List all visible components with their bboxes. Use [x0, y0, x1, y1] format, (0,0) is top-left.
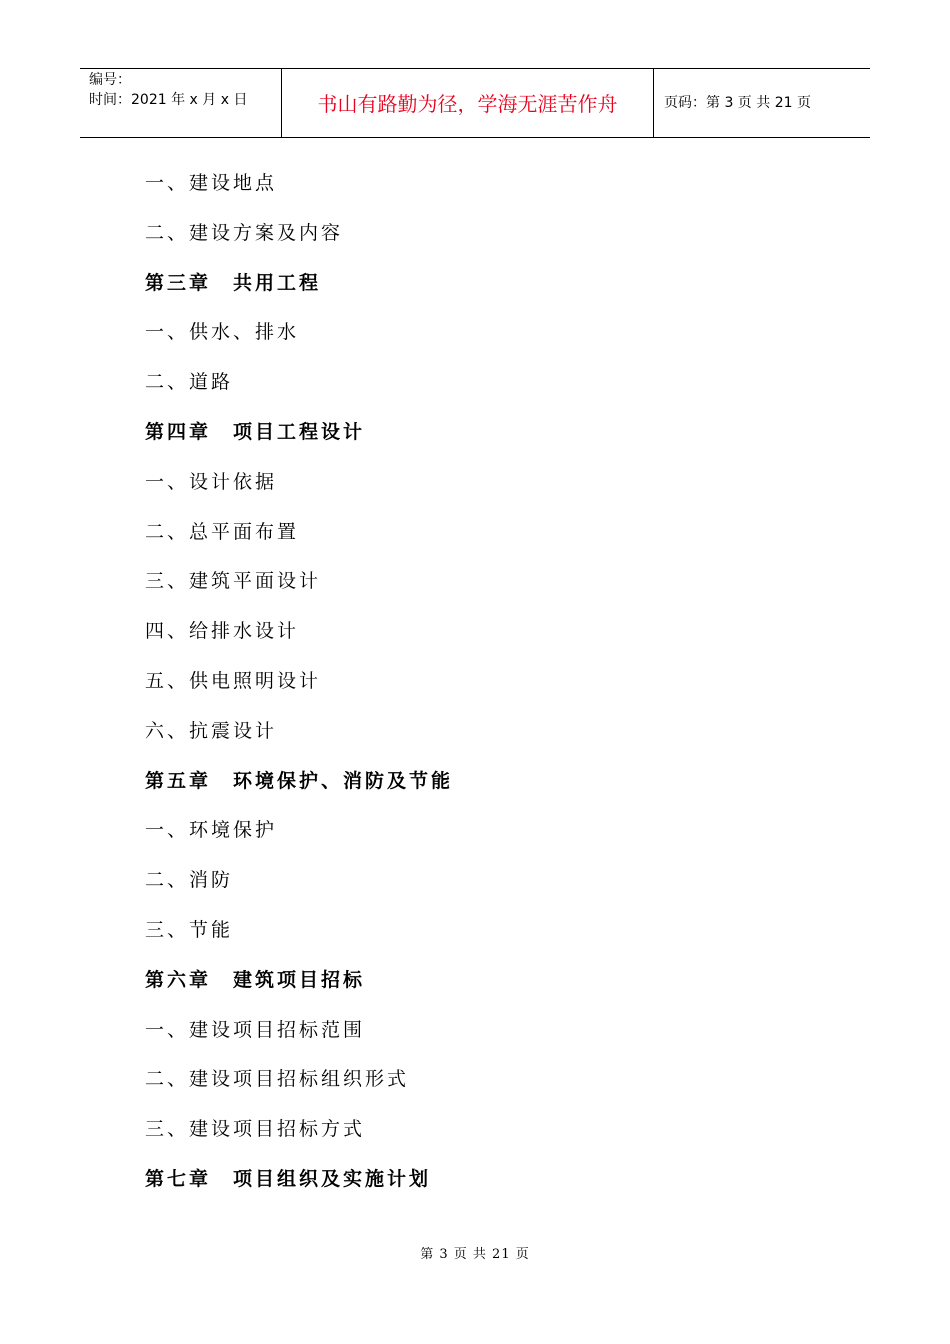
page-header [80, 68, 870, 138]
header-page-cell [655, 69, 870, 137]
header-page-info: 页码：第 3 页 共 21 页 [664, 95, 811, 111]
toc-section-item: 一、建设项目招标范围 [145, 1018, 366, 1041]
toc-section-item: 二、建设项目招标组织形式 [145, 1068, 410, 1091]
toc-section-item: 二、消防 [145, 869, 234, 892]
toc-section-item: 二、建设方案及内容 [145, 221, 344, 244]
header-motto: 书山有路勤为径，学海无涯苦作舟 [317, 92, 618, 116]
toc-section-item: 六、抗震设计 [145, 719, 278, 742]
toc-chapter-heading: 第四章 项目工程设计 [145, 421, 366, 443]
toc-section-item: 一、供水、排水 [145, 321, 300, 344]
toc-chapter-heading: 第六章 建筑项目招标 [145, 968, 366, 991]
toc-section-item: 一、设计依据 [145, 470, 278, 493]
toc-section-item: 二、道路 [145, 371, 234, 394]
document-date: 时间：2021 年 x 月 x 日 [89, 92, 248, 108]
toc-section-item: 三、建筑平面设计 [145, 570, 322, 593]
toc-section-item: 五、供电照明设计 [145, 670, 322, 692]
toc-section-item: 二、总平面布置 [145, 520, 300, 543]
header-motto-cell [282, 69, 654, 137]
toc-chapter-heading: 第七章 项目组织及实施计划 [145, 1168, 432, 1190]
toc-chapter-heading: 第三章 共用工程 [145, 271, 322, 294]
toc-section-item: 三、建设项目招标方式 [145, 1118, 366, 1141]
toc-section-item: 一、环境保护 [145, 819, 278, 842]
header-meta-cell [80, 69, 282, 137]
toc-chapter-heading: 第五章 环境保护、消防及节能 [145, 769, 454, 792]
document-number-label: 编号： [89, 72, 131, 88]
toc-section-item: 四、给排水设计 [145, 620, 300, 643]
toc-section-item: 一、建设地点 [145, 172, 278, 194]
page-footer: 第 3 页 共 21 页 [420, 1247, 530, 1262]
toc-section-item: 三、节能 [145, 919, 234, 941]
